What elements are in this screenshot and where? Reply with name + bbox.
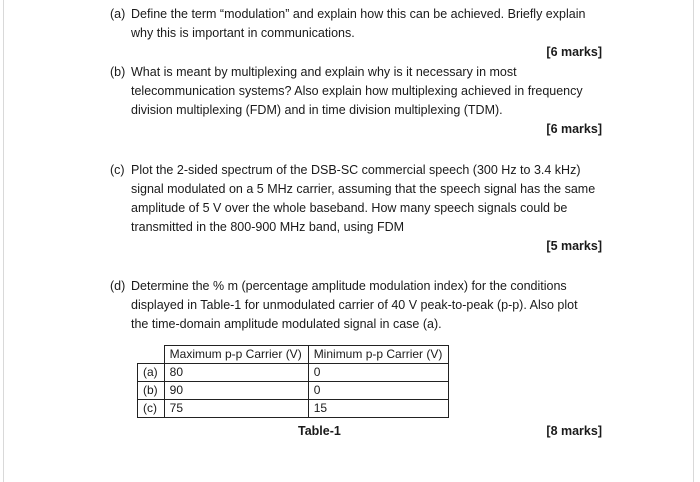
table-header-row	[138, 346, 449, 364]
question-d-marks: [8 marks]	[546, 424, 602, 438]
left-page-border	[3, 0, 4, 482]
table-row	[138, 364, 449, 382]
table-1	[137, 345, 449, 418]
question-d-text-line-2: displayed in Table-1 for unmodulated carrier of 40 V peak-to-peak (p-p). Also plot	[131, 298, 578, 312]
table-cell-max: 90	[164, 382, 308, 400]
question-b-marks: [6 marks]	[546, 122, 602, 136]
table-cell-min: 15	[308, 400, 449, 418]
table-row	[138, 400, 449, 418]
question-b-text-line-3: division multiplexing (FDM) and in time division multiplexing (TDM).	[131, 103, 503, 117]
question-a-label: (a)	[110, 7, 126, 21]
right-page-border	[693, 0, 694, 482]
table-caption: Table-1	[298, 424, 341, 438]
table-row	[138, 382, 449, 400]
question-d-text-line-1: Determine the % m (percentage amplitude modulation index) for the conditions	[131, 279, 567, 293]
table-cell-case: (c)	[138, 400, 165, 418]
table-cell-case: (b)	[138, 382, 165, 400]
question-c-marks: [5 marks]	[546, 239, 602, 253]
question-a-marks: [6 marks]	[546, 45, 602, 59]
table-cell-min: 0	[308, 382, 449, 400]
question-b-text-line-2: telecommunication systems? Also explain how multiplexing achieved in frequency	[131, 84, 583, 98]
question-b-label: (b)	[110, 65, 126, 79]
question-b-text-line-1: What is meant by multiplexing and explain why is it necessary in most	[131, 65, 517, 79]
question-c-text-line-3: amplitude of 5 V over the whole baseband. How many speech signals could be	[131, 201, 568, 215]
table-cell-case: (a)	[138, 364, 165, 382]
table-header-blank	[138, 346, 165, 364]
question-c-text-line-4: transmitted in the 800-900 MHz band, using FDM	[131, 220, 405, 234]
question-d-text-line-3: the time-domain amplitude modulated signal in case (a).	[131, 317, 442, 331]
question-c-text-line-1: Plot the 2-sided spectrum of the DSB-SC commercial speech (300 Hz to 3.4 kHz)	[131, 163, 581, 177]
question-c-label: (c)	[110, 163, 125, 177]
question-d-label: (d)	[110, 279, 126, 293]
question-a-text-line-2: why this is important in communications.	[131, 26, 355, 40]
question-a-text-line-1: Define the term “modulation” and explain how this can be achieved. Briefly explain	[131, 7, 586, 21]
question-c-text-line-2: signal modulated on a 5 MHz carrier, assuming that the speech signal has the same	[131, 182, 596, 196]
table-header-min: Minimum p-p Carrier (V)	[308, 346, 449, 364]
table-cell-max: 75	[164, 400, 308, 418]
table-cell-min: 0	[308, 364, 449, 382]
table-cell-max: 80	[164, 364, 308, 382]
table-header-max: Maximum p-p Carrier (V)	[164, 346, 308, 364]
